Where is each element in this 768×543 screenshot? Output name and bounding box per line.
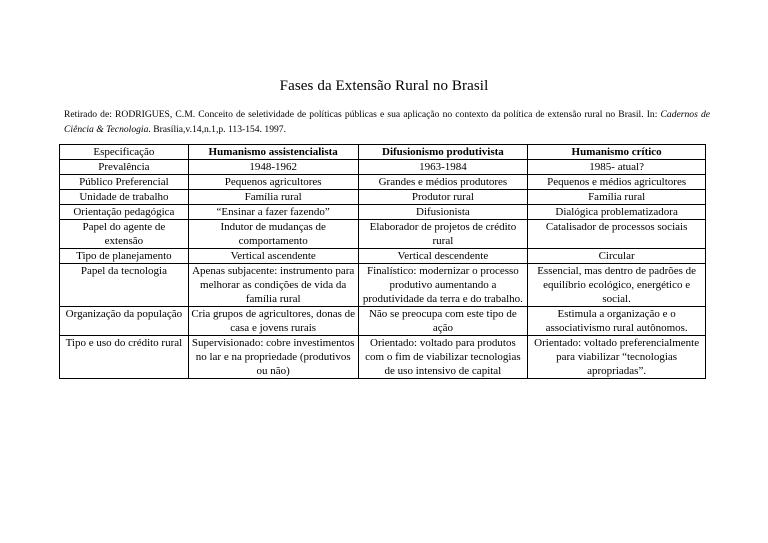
row-label: Prevalência [60,160,189,175]
table-row [60,336,706,379]
table-cell: Grandes e médios produtores [358,175,528,190]
table-cell: Elaborador de projetos de crédito rural [358,220,528,249]
row-label: Organização da população [60,307,189,336]
citation-prefix: Retirado de: RODRIGUES, C.M. Conceito de seletividade de políticas públicas e sua aplicação no contexto da política de extensão rural no Brasil. In: [64,109,661,120]
table-row [60,175,706,190]
header-cell: Humanismo assistencialista [188,145,358,160]
row-label: Tipo e uso do crédito rural [60,336,189,379]
row-label: Papel do agente de extensão [60,220,189,249]
table-cell: Produtor rural [358,190,528,205]
table-row [60,205,706,220]
citation [64,107,710,137]
table-cell: Difusionista [358,205,528,220]
table-row [60,190,706,205]
header-cell: Especificação [60,145,189,160]
table-row [60,160,706,175]
table-cell: Dialógica problematizadora [528,205,706,220]
table-cell: Orientado: voltado preferencialmente para viabilizar “tecnologias apropriadas”. [528,336,706,379]
table-cell: Supervisionado: cobre investimentos no lar e na propriedade (produtivos ou não) [188,336,358,379]
header-cell: Humanismo crítico [528,145,706,160]
table-cell: Orientado: voltado para produtos com o fim de viabilizar tecnologias de uso intensivo de capital [358,336,528,379]
table-cell: Cria grupos de agricultores, donas de casa e jovens rurais [188,307,358,336]
table-cell: Família rural [188,190,358,205]
table-header-row [60,145,706,160]
row-label: Papel da tecnologia [60,264,189,307]
table-row [60,307,706,336]
table-row [60,264,706,307]
table-cell: Pequenos agricultores [188,175,358,190]
page-title: Fases da Extensão Rural no Brasil [279,78,489,94]
table-row [60,220,706,249]
table-cell: Não se preocupa com este tipo de ação [358,307,528,336]
table-cell: 1948-1962 [188,160,358,175]
table-cell: Circular [528,249,706,264]
table-cell: Indutor de mudanças de comportamento [188,220,358,249]
table-cell: Catalisador de processos sociais [528,220,706,249]
table-cell: “Ensinar a fazer fazendo” [188,205,358,220]
table-cell: Família rural [528,190,706,205]
table-cell: Finalístico: modernizar o processo produtivo aumentando a produtividade da terra e do trabalho. [358,264,528,307]
table-cell: Apenas subjacente: instrumento para melhorar as condições de vida da família rural [188,264,358,307]
table-cell: Estimula a organização e o associativismo rural autônomos. [528,307,706,336]
table-cell: Vertical ascendente [188,249,358,264]
table-cell: Essencial, mas dentro de padrões de equilíbrio ecológico, energético e social. [528,264,706,307]
table-cell: 1963-1984 [358,160,528,175]
comparison-table [59,144,706,379]
table-cell: Vertical descendente [358,249,528,264]
table-row [60,249,706,264]
row-label: Unidade de trabalho [60,190,189,205]
header-cell: Difusionismo produtivista [358,145,528,160]
row-label: Tipo de planejamento [60,249,189,264]
row-label: Público Preferencial [60,175,189,190]
citation-suffix: . Brasília,v.14,n.1,p. 113-154. 1997. [148,124,286,135]
row-label: Orientação pedagógica [60,205,189,220]
table-cell: Pequenos e médios agricultores [528,175,706,190]
table-cell: 1985- atual? [528,160,706,175]
citation-journal: Cadernos de Ciência & Tecnologia [64,109,710,135]
